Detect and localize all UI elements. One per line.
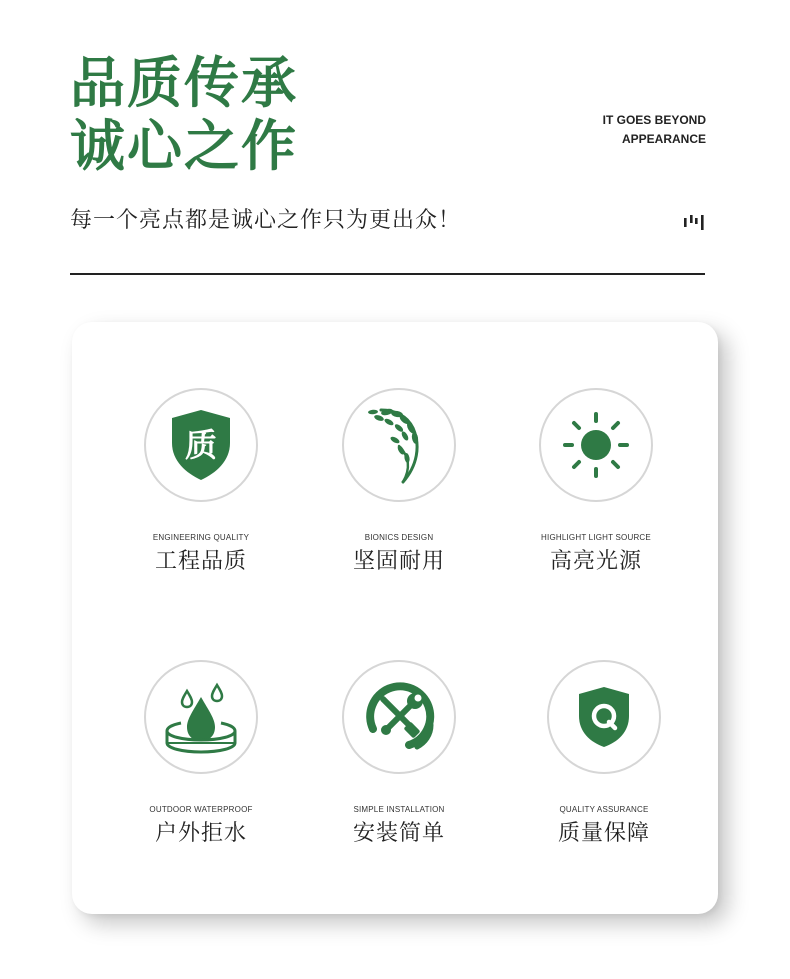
- feature-outdoor-waterproof: [101, 660, 301, 848]
- feature-chinese-label: 工程品质: [154, 549, 247, 574]
- feature-english-label: HIGHLIGHT LIGHT SOURCE: [541, 533, 651, 542]
- screwdriver-wrench-icon: [359, 677, 439, 757]
- feature-english-label: BIONICS DESIGN: [364, 533, 434, 542]
- feature-chinese-label: 安装简单: [352, 821, 445, 846]
- feature-chinese-label: 高亮光源: [549, 549, 642, 574]
- feature-highlight-light-source: [496, 388, 696, 576]
- english-subtitle-line-1: IT GOES BEYOND: [602, 113, 706, 127]
- feature-bionics-design: [299, 388, 499, 576]
- feature-chinese-label: 户外拒水: [154, 821, 247, 846]
- feature-simple-installation: [299, 660, 499, 848]
- water-drop-icon: [161, 679, 241, 755]
- title-line-2: 诚心之作: [70, 114, 299, 178]
- feature-icon-circle: [342, 660, 456, 774]
- feature-icon-circle: [539, 388, 653, 502]
- title-line-1: 品质传承: [70, 51, 299, 115]
- feature-engineering-quality: [101, 388, 301, 576]
- rice-plant-icon: [359, 402, 439, 488]
- quote-mark-icon: [682, 213, 706, 233]
- feature-icon-circle: [547, 660, 661, 774]
- feature-chinese-label: 坚固耐用: [352, 549, 445, 574]
- feature-english-label: OUTDOOR WATERPROOF: [149, 805, 253, 814]
- header-divider: [70, 273, 705, 275]
- feature-icon-circle: [144, 388, 258, 502]
- shield-character: 质: [184, 426, 218, 464]
- tagline: 每一个亮点都是诚心之作只为更出众！: [70, 208, 462, 233]
- quality-shield-icon: [166, 407, 236, 483]
- feature-english-label: SIMPLE INSTALLATION: [353, 805, 445, 814]
- feature-icon-circle: [342, 388, 456, 502]
- shield-q-icon: [574, 684, 634, 750]
- feature-chinese-label: 质量保障: [557, 821, 650, 846]
- page-title: [70, 52, 298, 178]
- english-subtitle: [603, 111, 706, 149]
- feature-english-label: ENGINEERING QUALITY: [152, 533, 250, 542]
- feature-quality-assurance: [504, 660, 704, 848]
- feature-icon-circle: [144, 660, 258, 774]
- sun-icon: [560, 409, 632, 481]
- feature-english-label: QUALITY ASSURANCE: [559, 805, 649, 814]
- english-subtitle-line-2: APPEARANCE: [621, 132, 706, 146]
